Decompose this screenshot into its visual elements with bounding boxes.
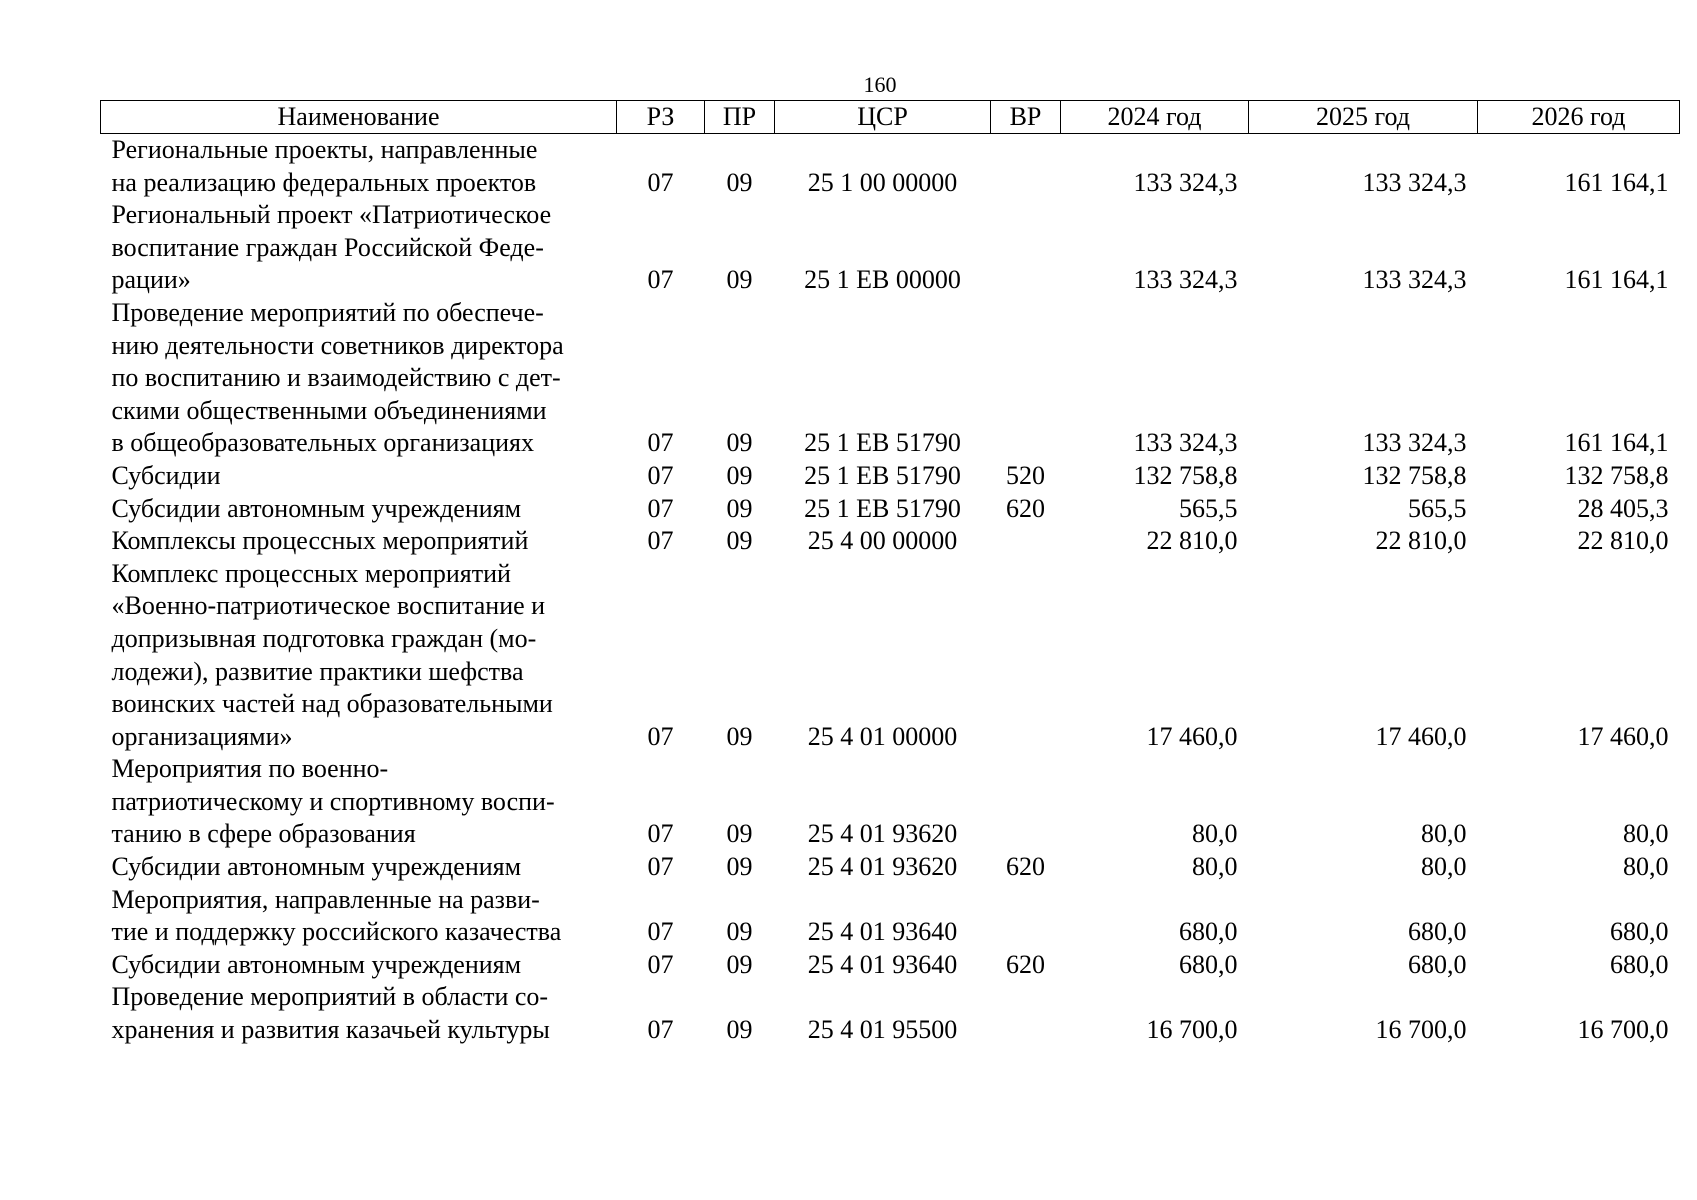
header-pr: ПР — [705, 101, 775, 134]
row-amount-2025: 565,5 — [1408, 493, 1467, 523]
row-vr — [991, 753, 1061, 851]
row-name-line: Мероприятия, направленные на разви- — [111, 884, 540, 914]
header-name: Наименование — [101, 101, 617, 134]
row-amount-2024: 16 700,0 — [1146, 1015, 1238, 1045]
row-vr: 620 — [1006, 852, 1045, 882]
row-name-line: скими общественными объединениями — [111, 395, 547, 425]
table-row — [101, 851, 1680, 884]
row-name — [101, 493, 617, 526]
row-csr: 25 1 ЕВ 00000 — [804, 265, 961, 295]
row-name-line: Субсидии — [111, 460, 221, 490]
row-amount-2024: 133 324,3 — [1133, 167, 1238, 197]
table-row — [101, 884, 1680, 949]
row-rz: 07 — [647, 493, 674, 523]
table-row — [101, 981, 1680, 1046]
row-amount-2026: 132 758,8 — [1564, 460, 1669, 490]
row-amount-2024: 565,5 — [1179, 493, 1238, 523]
row-amount-2025: 680,0 — [1408, 949, 1467, 979]
row-vr — [991, 884, 1061, 949]
row-name-line: тие и поддержку российского казачества — [111, 917, 562, 947]
row-name — [101, 851, 617, 884]
row-rz: 07 — [647, 819, 674, 849]
row-rz: 07 — [647, 428, 674, 458]
row-name-line: танию в сфере образования — [111, 819, 416, 849]
row-name — [101, 199, 617, 297]
row-name-line: «Военно-патриотическое воспитание и — [111, 591, 546, 621]
row-amount-2026: 680,0 — [1610, 949, 1669, 979]
row-amount-2026: 28 405,3 — [1577, 493, 1669, 523]
row-amount-2026: 16 700,0 — [1577, 1015, 1669, 1045]
row-amount-2024: 133 324,3 — [1133, 428, 1238, 458]
row-name-line: Проведение мероприятий по обеспече- — [111, 297, 544, 327]
row-name-line: воспитание граждан Российской Феде- — [111, 232, 544, 262]
row-amount-2024: 132 758,8 — [1133, 460, 1238, 490]
row-csr: 25 4 01 93640 — [807, 917, 958, 947]
row-name-line: рации» — [111, 265, 191, 295]
row-vr: 620 — [1006, 493, 1045, 523]
row-name-line: Комплексы процессных мероприятий — [111, 526, 529, 556]
row-pr: 09 — [726, 917, 753, 947]
row-amount-2025: 80,0 — [1421, 819, 1467, 849]
table-row — [101, 134, 1680, 200]
row-pr: 09 — [726, 852, 753, 882]
row-amount-2025: 17 460,0 — [1375, 721, 1467, 751]
row-amount-2026: 161 164,1 — [1564, 428, 1669, 458]
row-amount-2024: 80,0 — [1192, 852, 1238, 882]
row-amount-2026: 17 460,0 — [1577, 721, 1669, 751]
header-2026: 2026 год — [1478, 101, 1680, 134]
row-name-line: Проведение мероприятий в области со- — [111, 982, 549, 1012]
row-pr: 09 — [726, 428, 753, 458]
row-csr: 25 1 00 00000 — [807, 167, 958, 197]
header-2024: 2024 год — [1061, 101, 1249, 134]
row-name-line: в общеобразовательных организациях — [111, 428, 534, 458]
row-name-line: Субсидии автономным учреждениям — [111, 852, 522, 882]
row-name — [101, 884, 617, 949]
row-amount-2024: 680,0 — [1179, 949, 1238, 979]
row-name-line: по воспитанию и взаимодействию с дет- — [111, 363, 561, 393]
row-rz: 07 — [647, 167, 674, 197]
row-pr: 09 — [726, 819, 753, 849]
row-name — [101, 558, 617, 754]
row-csr: 25 1 ЕВ 51790 — [804, 493, 961, 523]
row-pr: 09 — [726, 460, 753, 490]
row-amount-2025: 22 810,0 — [1375, 526, 1467, 556]
row-vr — [991, 558, 1061, 754]
row-name-line: Субсидии автономным учреждениям — [111, 949, 522, 979]
row-pr: 09 — [726, 493, 753, 523]
table-row — [101, 460, 1680, 493]
row-vr — [991, 525, 1061, 558]
row-rz: 07 — [647, 1015, 674, 1045]
table-row — [101, 753, 1680, 851]
row-amount-2024: 133 324,3 — [1133, 265, 1238, 295]
row-amount-2026: 680,0 — [1610, 917, 1669, 947]
row-name-line: Региональные проекты, направленные — [111, 135, 538, 164]
row-name-line: нию деятельности советников директора — [111, 330, 564, 360]
row-amount-2026: 22 810,0 — [1577, 526, 1669, 556]
header-2025: 2025 год — [1249, 101, 1478, 134]
row-name-line: Региональный проект «Патриотическое — [111, 200, 552, 230]
row-csr: 25 4 01 93620 — [807, 852, 958, 882]
row-name-line: организациями» — [111, 721, 293, 751]
row-rz: 07 — [647, 917, 674, 947]
row-csr: 25 1 ЕВ 51790 — [804, 428, 961, 458]
row-amount-2025: 133 324,3 — [1362, 167, 1467, 197]
row-vr — [991, 981, 1061, 1046]
row-csr: 25 4 01 93640 — [807, 949, 958, 979]
row-name-line: Субсидии автономным учреждениям — [111, 493, 522, 523]
table-row — [101, 199, 1680, 297]
row-amount-2025: 132 758,8 — [1362, 460, 1467, 490]
row-csr: 25 4 01 00000 — [807, 721, 958, 751]
row-name — [101, 753, 617, 851]
row-name-line: патриотическому и спортивному воспи- — [111, 786, 555, 816]
row-name-line: допризывная подготовка граждан (мо- — [111, 623, 537, 653]
row-csr: 25 1 ЕВ 51790 — [804, 460, 961, 490]
row-rz: 07 — [647, 721, 674, 751]
row-pr: 09 — [726, 721, 753, 751]
table-body — [101, 134, 1680, 1047]
row-amount-2025: 133 324,3 — [1362, 265, 1467, 295]
row-name — [101, 981, 617, 1046]
row-pr: 09 — [726, 949, 753, 979]
row-pr: 09 — [726, 167, 753, 197]
header-csr: ЦСР — [775, 101, 991, 134]
header-rz: РЗ — [617, 101, 705, 134]
row-pr: 09 — [726, 265, 753, 295]
table-row — [101, 525, 1680, 558]
row-amount-2026: 161 164,1 — [1564, 265, 1669, 295]
row-amount-2024: 680,0 — [1179, 917, 1238, 947]
row-amount-2024: 17 460,0 — [1146, 721, 1238, 751]
row-rz: 07 — [647, 949, 674, 979]
row-amount-2025: 133 324,3 — [1362, 428, 1467, 458]
row-vr — [991, 199, 1061, 297]
row-amount-2026: 161 164,1 — [1564, 167, 1669, 197]
row-amount-2026: 80,0 — [1623, 819, 1669, 849]
budget-table — [100, 100, 1680, 1047]
row-name — [101, 297, 617, 460]
row-vr: 620 — [1006, 949, 1045, 979]
row-rz: 07 — [647, 526, 674, 556]
row-name-line: воинских частей над образовательными — [111, 689, 553, 719]
page-number: 160 — [863, 72, 897, 97]
row-vr — [991, 297, 1061, 460]
row-rz: 07 — [647, 460, 674, 490]
row-amount-2025: 16 700,0 — [1375, 1015, 1467, 1045]
row-vr: 520 — [1006, 460, 1045, 490]
row-name-line: лодежи), развитие практики шефства — [111, 656, 524, 686]
row-name — [101, 525, 617, 558]
row-amount-2025: 680,0 — [1408, 917, 1467, 947]
row-name — [101, 460, 617, 493]
table-row — [101, 493, 1680, 526]
row-name-line: Комплекс процессных мероприятий — [111, 558, 511, 588]
row-pr: 09 — [726, 1015, 753, 1045]
table-row — [101, 558, 1680, 754]
table-row — [101, 949, 1680, 982]
row-rz: 07 — [647, 852, 674, 882]
row-name-line: хранения и развития казачьей культуры — [111, 1015, 550, 1045]
row-name — [101, 134, 617, 200]
row-amount-2025: 80,0 — [1421, 852, 1467, 882]
row-rz: 07 — [647, 265, 674, 295]
row-pr: 09 — [726, 526, 753, 556]
row-name — [101, 949, 617, 982]
row-name-line: на реализацию федеральных проектов — [111, 167, 537, 197]
row-amount-2026: 80,0 — [1623, 852, 1669, 882]
table-row — [101, 297, 1680, 460]
row-amount-2024: 80,0 — [1192, 819, 1238, 849]
row-amount-2024: 22 810,0 — [1146, 526, 1238, 556]
row-csr: 25 4 01 95500 — [807, 1015, 958, 1045]
table-header-row — [101, 101, 1680, 134]
row-vr — [991, 134, 1061, 200]
row-csr: 25 4 01 93620 — [807, 819, 958, 849]
row-csr: 25 4 00 00000 — [807, 526, 958, 556]
header-vr: ВР — [991, 101, 1061, 134]
row-name-line: Мероприятия по военно- — [111, 754, 389, 784]
